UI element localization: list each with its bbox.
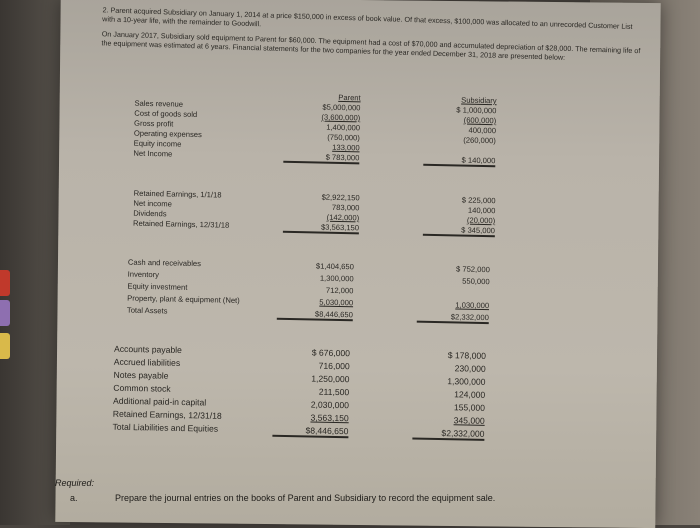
row-label: Accounts payable [114, 344, 182, 355]
parent-value: $1,404,650 [278, 261, 354, 272]
subsidiary-value [417, 288, 489, 290]
parent-value: 2,030,000 [273, 399, 349, 410]
parent-value: (750,000) [284, 132, 360, 143]
liabilities-equity-statement [114, 344, 514, 352]
subsidiary-value: 140,000 [423, 205, 495, 216]
red-tab-marker [0, 270, 10, 296]
parent-value: 1,250,000 [273, 373, 349, 384]
subsidiary-value: 345,000 [413, 414, 485, 425]
row-label: Accrued liabilities [114, 357, 181, 368]
worksheet-paper [55, 0, 660, 528]
parent-value: $ 676,000 [274, 347, 350, 358]
row-label: Net Income [133, 149, 172, 159]
parent-value: $8,446,650 [272, 425, 348, 438]
subsidiary-value: (260,000) [424, 135, 496, 146]
subsidiary-value: (20,000) [423, 215, 495, 226]
subsidiary-value: $ 752,000 [418, 264, 490, 275]
row-label: Inventory [128, 270, 159, 280]
subsidiary-value: 550,000 [418, 276, 490, 287]
purple-tab-marker [0, 300, 10, 326]
parent-value: (142,000) [283, 212, 359, 223]
required-heading: Required: [55, 478, 94, 488]
row-label: Operating expenses [134, 129, 202, 139]
row-label: Cost of goods sold [134, 109, 197, 119]
parent-value: $3,563,150 [283, 222, 359, 235]
subsidiary-value: 124,000 [413, 388, 485, 399]
parent-value: $ 783,000 [283, 152, 359, 165]
income-statement [135, 89, 515, 97]
retained-earnings-statement [134, 189, 514, 197]
row-label: Retained Earnings, 1/1/18 [134, 189, 222, 200]
parent-value: $5,000,000 [284, 102, 360, 113]
row-label: Gross profit [134, 119, 173, 129]
row-label: Total Assets [127, 306, 168, 316]
row-label: Sales revenue [134, 99, 183, 109]
problem-text-1: Parent acquired Subsidiary on January 1, 2014 at a price $150,000 in excess of book value. Of that excess, $100,000 was allocated to an unrecorded Customer List with a 10-year life, with the remainder to Goodwill. [102, 6, 633, 31]
parent-value: $8,446,650 [277, 309, 353, 322]
parent-value: 716,000 [274, 360, 350, 371]
subsidiary-value: $2,332,000 [417, 312, 489, 325]
problem-number: 2. [102, 5, 108, 14]
parent-value: 783,000 [283, 202, 359, 213]
parent-value: 1,400,000 [284, 122, 360, 133]
parent-value: 211,500 [273, 386, 349, 397]
parent-value: 3,563,150 [273, 412, 349, 423]
subsidiary-column-header: Subsidiary [425, 95, 497, 106]
subsidiary-value: (600,000) [424, 115, 496, 126]
subsidiary-value: 155,000 [413, 401, 485, 412]
row-label: Equity investment [127, 282, 187, 292]
requirement-letter: a. [70, 493, 78, 503]
row-label: Property, plant & equipment (Net) [127, 294, 240, 305]
subsidiary-value: $ 345,000 [423, 225, 495, 238]
subsidiary-value: $ 1,000,000 [424, 105, 496, 116]
row-label: Notes payable [113, 370, 168, 381]
row-label: Total Liabilities and Equities [112, 422, 218, 434]
parent-value: 1,300,000 [278, 273, 354, 284]
subsidiary-value: $2,332,000 [412, 427, 484, 440]
parent-value: $2,922,150 [284, 192, 360, 203]
requirement-text: Prepare the journal entries on the books of Parent and Subsidiary to record the equipment sale. [115, 493, 495, 503]
row-label: Common stock [113, 383, 170, 394]
subsidiary-value: $ 178,000 [414, 349, 486, 360]
parent-column-header: Parent [285, 92, 361, 103]
subsidiary-value: $ 140,000 [423, 155, 495, 168]
subsidiary-value: $ 225,000 [424, 195, 496, 206]
parent-value: 5,030,000 [277, 297, 353, 308]
parent-value: (3,600,000) [284, 112, 360, 123]
row-label: Equity income [134, 139, 182, 149]
problem-paragraph-2: On January 2017, Subsidiary sold equipment to Parent for $60,000. The equipment had a cost of $70,000 and accumulated depreciation of $28,000. The remaining life of the equipment was estimated at 6 years. Financial statements for the two companies for the year ended December 31, 2018 are presented below: [101, 29, 641, 64]
row-label: Cash and receivables [128, 258, 201, 269]
row-label: Net income [133, 199, 172, 209]
assets-statement [128, 258, 513, 266]
row-label: Retained Earnings, 12/31/18 [113, 409, 222, 421]
yellow-tab-marker [0, 333, 10, 359]
problem-intro [101, 5, 642, 70]
parent-value: 133,000 [284, 142, 360, 153]
subsidiary-value: 230,000 [414, 362, 486, 373]
parent-value: 712,000 [277, 285, 353, 296]
subsidiary-value: 1,300,000 [413, 375, 485, 386]
row-label: Additional paid-in capital [113, 396, 206, 408]
subsidiary-value: 1,030,000 [417, 300, 489, 311]
row-label: Dividends [133, 209, 167, 219]
row-label: Retained Earnings, 12/31/18 [133, 219, 229, 230]
subsidiary-value: 400,000 [424, 125, 496, 136]
